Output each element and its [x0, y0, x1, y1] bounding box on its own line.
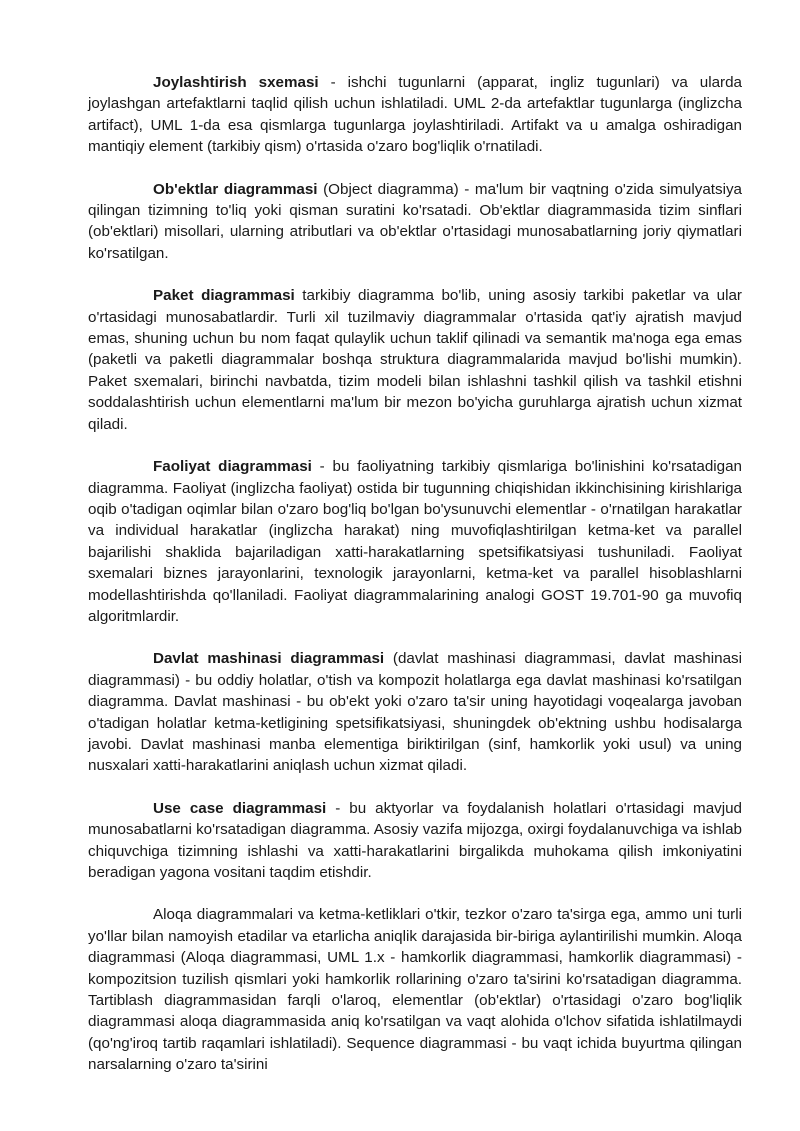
- paragraph-communication-diagram: [88, 904, 742, 1075]
- paragraph-activity-diagram: [88, 456, 742, 627]
- paragraph-text: - bu aktyorlar va foydalanish holatlari o'rtasidagi mavjud munosabatlarni ko'rsatadigan diagramma. Asosiy vazifa mijozga, oxirgi foydalanuvchiga va ishlab chiquvchiga tizimning ishlashi va xatti-harakatlarini birgalikda muhokama qilish imkoniyatini beradigan yagona vositani taqdim etishdir.: [88, 799, 742, 881]
- paragraph-state-machine-diagram: [88, 648, 742, 776]
- paragraph-text: (davlat mashinasi diagrammasi, davlat mashinasi diagrammasi) - bu oddiy holatlar, o'tish va kompozit holatlarga ega davlat mashinasi ko'rsatilgan diagramma. Davlat mashinasi - bu ob'ekt yoki o'zaro ta'sir uning hayotidagi voqealarga javoban o'tadigan holatlar ketma-ketligining spetsifikatsiyasi, shuningdek ob'ektning ushbu hodisalarga javobi. Davlat mashinasi manba elementiga biriktirilgan (sinf, hamkorlik yoki usul) va uning nusxalari xatti-harakatlarini aniqlash uchun xizmat qiladi.: [88, 650, 742, 775]
- document-page: [88, 72, 742, 1076]
- term-heading: Joylashtirish sxemasi: [153, 74, 319, 91]
- paragraph-text: tarkibiy diagramma bo'lib, uning asosiy tarkibi paketlar va ular o'rtasidagi munosabatlardir. Turli xil tuzilmaviy diagrammalar o'rtasida qat'iy ajratish mavjud emas, shuning uchun bu nom faqat qulaylik uchun taklif qilinadi va semantik ma'noga ega emas (paketli va paketli diagrammalar boshqa struktura diagrammalarida mavjud bo'lishi mumkin). Paket sxemalari, birinchi navbatda, tizim modeli bilan ishlashni tashkil qilish va tashkil etishni soddalashtirish uchun elementlarni ma'lum bir mezon bo'yicha guruhlarga ajratish uchun xizmat qiladi.: [88, 287, 742, 433]
- paragraph-deployment-diagram: [88, 72, 742, 158]
- paragraph-text: - bu faoliyatning tarkibiy qismlariga bo'linishini ko'rsatadigan diagramma. Faoliyat (inglizcha faoliyat) ostida bir tugunning chiqishidan ikkinchisining kirishlariga oqib o'tadigan oqimlar bilan o'zaro bog'liq bo'lgan bo'ysunuvchi elementlar - o'rnatilgan harakatlar va individual harakatlar (inglizcha harakat) ning muvofiqlashtirilgan ketma-ket va parallel bajarilishi shaklida bajariladigan xatti-harakatlarning spetsifikatsiyasi tushuniladi. Faoliyat sxemalari biznes jarayonlarini, texnologik jarayonlarni, ketma-ket va parallel hisoblashlarni modellashtirishda qo'llaniladi. Faoliyat diagrammalarining analogi GOST 19.701-90 ga muvofiq algoritmlardir.: [88, 458, 742, 625]
- term-heading: Use case diagrammasi: [153, 799, 327, 817]
- paragraph-text: Aloqa diagrammalari va ketma-ketliklari o'tkir, tezkor o'zaro ta'sirga ega, ammo uni turli yo'llar bilan namoyish etadilar va etarlicha aniqlik darajasida bir-biriga aylantirilishi mumkin. Aloqa diagrammasi (Aloqa diagrammasi, UML 1.x - hamkorlik diagrammasi, hamkorlik diagrammasi) - kompozitsion tuzilish qismlari yoki hamkorlik rollarining o'zaro ta'sirini ko'rsatadigan diagramma. Tartiblash diagrammasidan farqli o'laroq, elementlar (ob'ektlar) o'rtasidagi o'zaro bog'liqlik diagrammasi aloqa diagrammasida aniq ko'rsatilgan va vaqt alohida o'lchov sifatida ishlatilmaydi (qo'ng'iroq tartib raqamlari ishlatiladi). Sequence diagrammasi - bu vaqt ichida buyurtma qilingan narsalarning o'zaro ta'sirini: [88, 906, 742, 1074]
- paragraph-text: (Object diagramma) - ma'lum bir vaqtning o'zida simulyatsiya qilingan tizimning to'liq yoki qisman suratini ko'rsatadi. Ob'ektlar diagrammasida tizim sinflari (ob'ektlari) misollari, ularning atributlari va ob'ektlar o'rtasidagi munosabatlarning joriy qiymatlari ko'rsatilgan.: [88, 180, 742, 262]
- paragraph-object-diagram: [88, 179, 742, 265]
- paragraph-use-case-diagram: [88, 798, 742, 884]
- paragraph-text: - ishchi tugunlarni (apparat, ingliz tugunlari) va ularda joylashgan artefaktlarni taqlid qilish uchun ishlatiladi. UML 2-da artefaktlar tugunlarga (inglizcha artifact), UML 1-da esa qismlarga tugunlarga joylashtiriladi. Artifakt va u amalga oshiradigan mantiqiy element (tarkibiy qism) o'rtasida o'zaro bog'liqlik o'rnatiladi.: [88, 74, 742, 156]
- term-heading: Paket diagrammasi: [153, 287, 295, 305]
- term-heading: Ob'ektlar diagrammasi: [153, 180, 318, 198]
- paragraph-package-diagram: [88, 285, 742, 435]
- term-heading: Faoliyat diagrammasi: [153, 458, 312, 476]
- term-heading: Davlat mashinasi diagrammasi: [153, 650, 385, 668]
